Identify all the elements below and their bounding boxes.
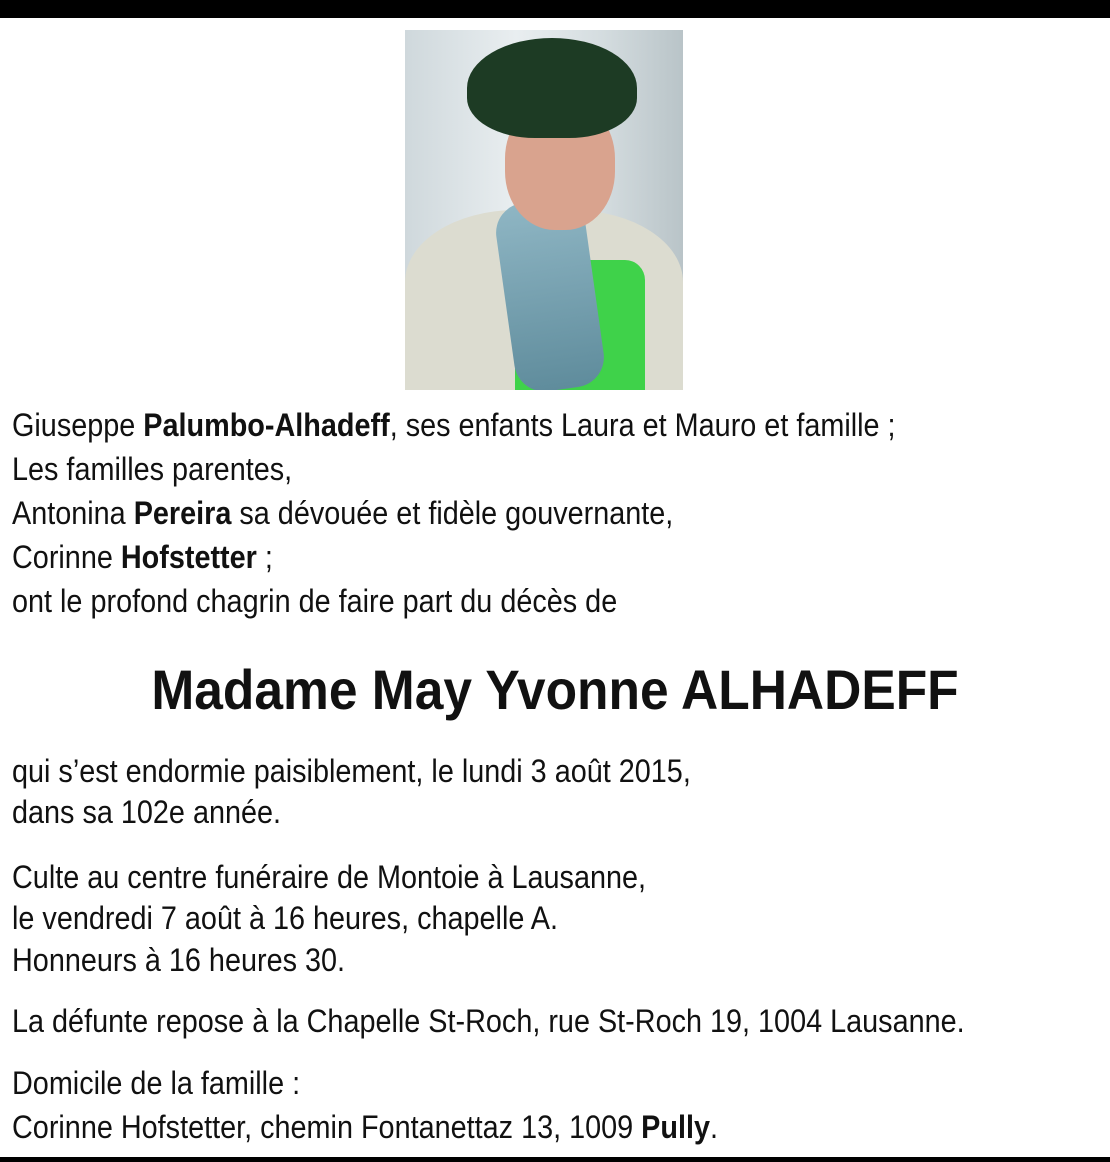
death-line-1: qui s’est endormie paisiblement, le lundi 3 août 2015, (12, 753, 691, 789)
text: Corinne Hofstetter, chemin Fontanettaz 13, 1009 (12, 1109, 642, 1145)
domicile-address (12, 1105, 718, 1149)
intro-line-1 (12, 403, 896, 447)
bold-name: Palumbo-Alhadeff (143, 407, 390, 443)
photo-beret (467, 38, 637, 138)
text: , ses enfants Laura et Mauro et famille ; (389, 407, 896, 443)
text: Corinne (12, 539, 121, 575)
service-line-2: le vendredi 7 août à 16 heures, chapelle A. (12, 900, 558, 936)
service-line-3: Honneurs à 16 heures 30. (12, 942, 346, 978)
top-border (0, 0, 1110, 18)
death-line-2: dans sa 102e année. (12, 794, 282, 830)
portrait-photo (405, 30, 683, 390)
repose-line: La défunte repose à la Chapelle St-Roch, rue St-Roch 19, 1004 Lausanne. (12, 1003, 965, 1039)
deceased-name: Madame May Yvonne ALHADEFF (151, 658, 959, 721)
text: sa dévouée et fidèle gouvernante, (231, 495, 674, 531)
intro-line-2: Les familles parentes, (12, 451, 293, 487)
service-line-1: Culte au centre funéraire de Montoie à Lausanne, (12, 859, 647, 895)
bold-name: Hofstetter (120, 539, 257, 575)
domicile-label: Domicile de la famille : (12, 1065, 301, 1101)
intro-line-4 (12, 535, 273, 579)
text: Antonina (12, 495, 134, 531)
intro-line-3 (12, 491, 673, 535)
text: . (709, 1109, 718, 1145)
bottom-border (0, 1157, 1110, 1162)
text: ; (256, 539, 273, 575)
intro-line-5: ont le profond chagrin de faire part du décès de (12, 583, 618, 619)
text: Giuseppe (12, 407, 144, 443)
bold-name: Pereira (133, 495, 232, 531)
city: Pully (641, 1109, 710, 1145)
